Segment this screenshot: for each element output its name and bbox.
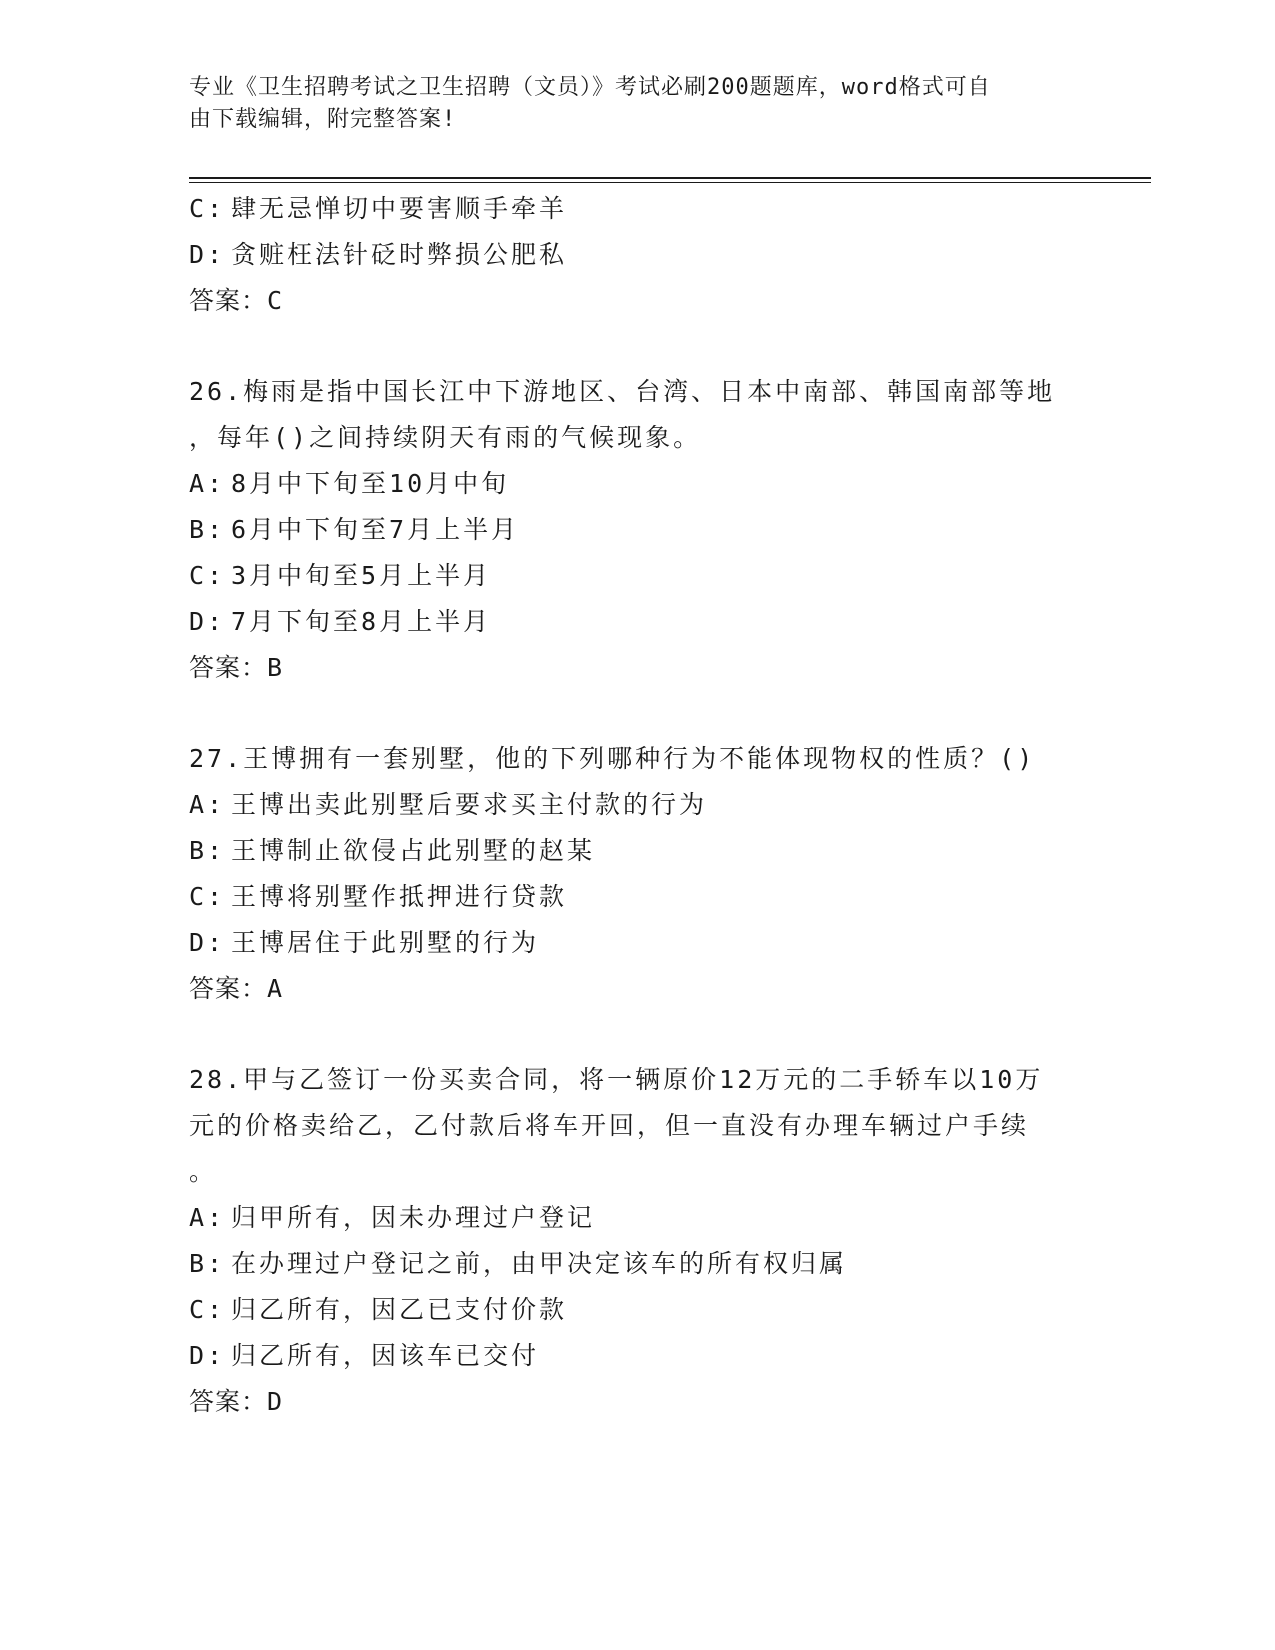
option-text: 在办理过户登记之前，由甲决定该车的所有权归属 [231, 1249, 848, 1278]
answer-line: 答案：B [189, 653, 284, 682]
question-28 [189, 1057, 1089, 1425]
question-stem-line-1: 26.梅雨是指中国长江中下游地区、台湾、日本中南部、韩国南部等地 [189, 377, 1056, 406]
option-d [189, 920, 1089, 966]
option-c [189, 186, 1089, 232]
option-a [189, 1195, 1089, 1241]
option-b [189, 1241, 1089, 1287]
option-label: B: [189, 1249, 226, 1278]
option-label: C: [189, 882, 226, 911]
option-text: 王博将别墅作抵押进行贷款 [231, 882, 568, 911]
option-text: 贪赃枉法针砭时弊损公肥私 [231, 240, 568, 269]
document-header [189, 72, 1069, 136]
option-text: 归乙所有，因该车已交付 [231, 1341, 540, 1370]
option-text: 3月中旬至5月上半月 [231, 561, 492, 590]
question-25 [189, 186, 1089, 324]
option-text: 肆无忌惮切中要害顺手牵羊 [231, 194, 568, 223]
option-label: C: [189, 194, 226, 223]
option-c [189, 553, 1089, 599]
option-label: D: [189, 607, 226, 636]
option-text: 7月下旬至8月上半月 [231, 607, 492, 636]
header-divider-thin [189, 182, 1151, 183]
option-text: 王博居住于此别墅的行为 [231, 928, 540, 957]
option-text: 归甲所有，因未办理过户登记 [231, 1203, 596, 1232]
option-label: B: [189, 836, 226, 865]
option-text: 王博制止欲侵占此别墅的赵某 [231, 836, 596, 865]
question-stem-line-2: 元的价格卖给乙，乙付款后将车开回，但一直没有办理车辆过户手续 [189, 1111, 1030, 1140]
option-c [189, 874, 1089, 920]
option-b [189, 507, 1089, 553]
option-text: 8月中下旬至10月中旬 [231, 469, 510, 498]
header-divider-thick [189, 177, 1151, 179]
option-text: 6月中下旬至7月上半月 [231, 515, 520, 544]
option-label: C: [189, 1295, 226, 1324]
option-label: B: [189, 515, 226, 544]
option-a [189, 782, 1089, 828]
question-stem-line-2: ，每年()之间持续阴天有雨的气候现象。 [189, 423, 702, 452]
option-d [189, 1333, 1089, 1379]
question-27 [189, 736, 1089, 1012]
question-stem-line-1: 27.王博拥有一套别墅，他的下列哪种行为不能体现物权的性质？() [189, 744, 1036, 773]
header-line-1: 专业《卫生招聘考试之卫生招聘（文员）》考试必刷200题题库，word格式可自 [189, 75, 991, 100]
option-d [189, 599, 1089, 645]
answer-line: 答案：C [189, 286, 284, 315]
question-stem-line-3: 。 [189, 1157, 218, 1186]
option-c [189, 1287, 1089, 1333]
answer-line: 答案：A [189, 974, 284, 1003]
option-label: D: [189, 1341, 226, 1370]
answer-line: 答案：D [189, 1387, 284, 1416]
option-d [189, 232, 1089, 278]
question-list [189, 186, 1089, 1425]
option-label: D: [189, 928, 226, 957]
option-text: 王博出卖此别墅后要求买主付款的行为 [231, 790, 708, 819]
option-label: A: [189, 790, 226, 819]
option-label: D: [189, 240, 226, 269]
option-a [189, 461, 1089, 507]
option-label: C: [189, 561, 226, 590]
question-stem-line-1: 28.甲与乙签订一份买卖合同，将一辆原价12万元的二手轿车以10万 [189, 1065, 1044, 1094]
option-label: A: [189, 1203, 226, 1232]
option-label: A: [189, 469, 226, 498]
option-b [189, 828, 1089, 874]
header-line-2: 由下载编辑，附完整答案! [189, 107, 457, 132]
question-26 [189, 369, 1089, 691]
option-text: 归乙所有，因乙已支付价款 [231, 1295, 568, 1324]
